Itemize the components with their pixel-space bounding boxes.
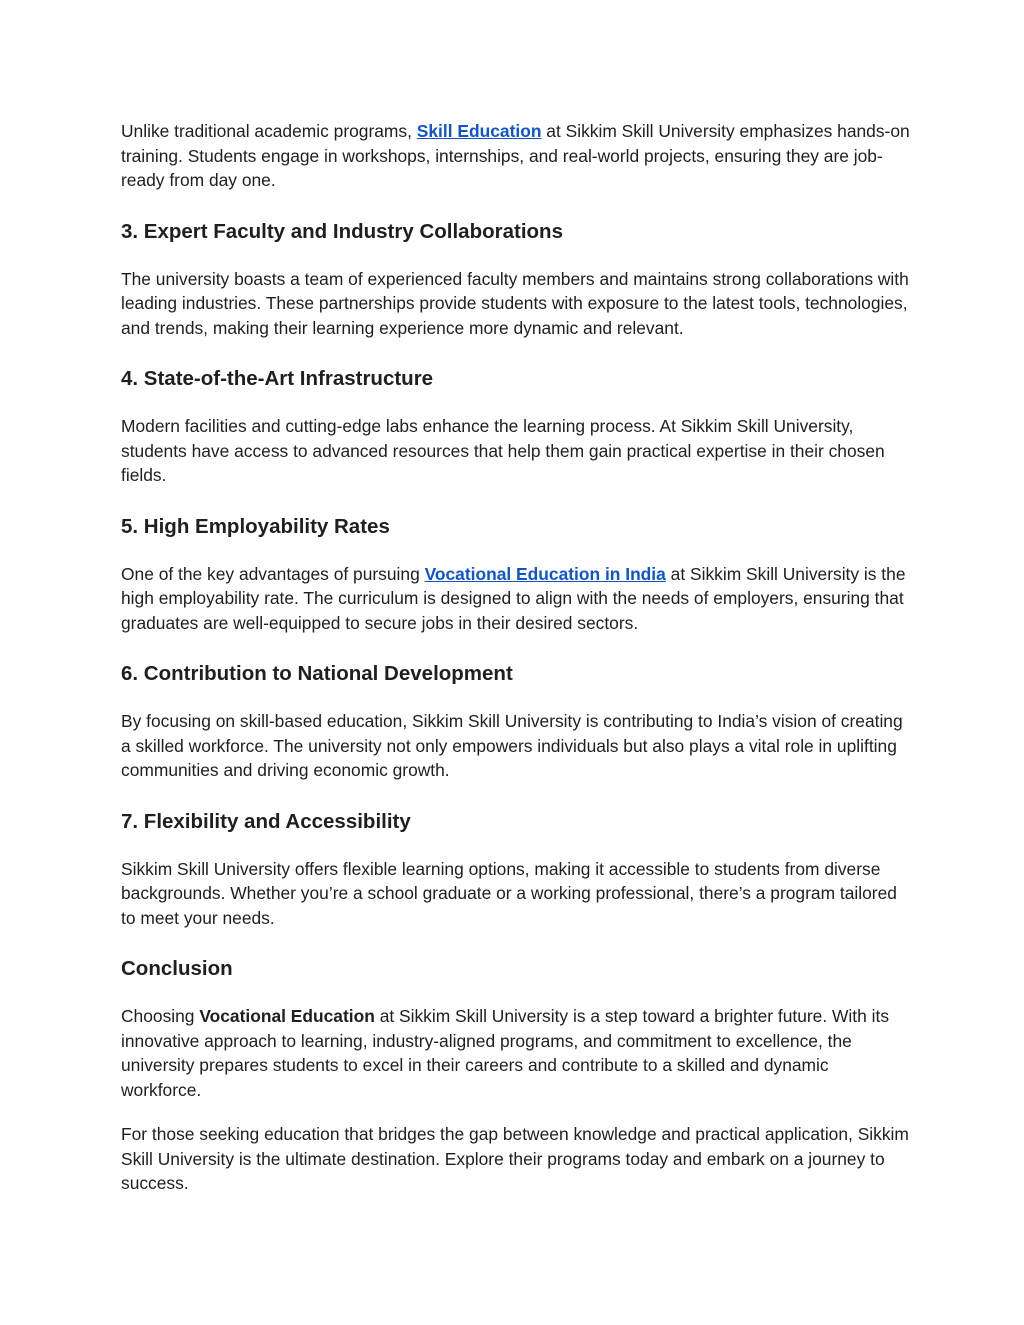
- conclusion-bold-term: Vocational Education: [199, 1006, 375, 1026]
- skill-education-link[interactable]: Skill Education: [416, 121, 542, 141]
- document-page: [121, 119, 911, 1196]
- section-3-body: The university boasts a team of experienced faculty members and maintains strong collaborations with leading industries. These partnerships provide students with exposure to the latest tools, technologies, and trends, making their learning experience more dynamic and relevant.: [121, 268, 909, 338]
- conclusion-heading: Conclusion: [121, 957, 233, 980]
- conclusion-text-after: at Sikkim Skill University is a step toward a brighter future. With its innovative approach to learning, industry-aligned programs, and commitment to excellence, the university prepares students to excel in their careers and contribute to a skilled and dynamic workforce.: [121, 1006, 890, 1100]
- section-7-heading: 7. Flexibility and Accessibility: [121, 809, 411, 833]
- conclusion-text-before: Choosing: [121, 1006, 200, 1026]
- section-6-body: By focusing on skill-based education, Sikkim Skill University is contributing to India’s vision of creating a skilled workforce. The university not only empowers individuals but also plays a vital role in uplifting communities and driving economic growth.: [121, 711, 903, 780]
- intro-text-before: Unlike traditional academic programs,: [121, 121, 417, 141]
- section-5-text-after: at Sikkim Skill University is the high employability rate. The curriculum is designed to align with the needs of employers, ensuring that graduates are well-equipped to secure jobs in their desired sectors.: [121, 563, 906, 633]
- conclusion-paragraph-2: For those seeking education that bridges the gap between knowledge and practical application, Sikkim Skill University is the ultimate destination. Explore their programs today and embark on a journey to success.: [121, 1124, 909, 1193]
- section-4-heading: 4. State-of-the-Art Infrastructure: [121, 367, 434, 390]
- section-4-body: Modern facilities and cutting-edge labs enhance the learning process. At Sikkim Skill University, students have access to advanced resources that help them gain practical expertise in their chosen fields.: [121, 416, 885, 485]
- intro-paragraph: [121, 119, 911, 193]
- section-5-heading: 5. High Employability Rates: [121, 514, 390, 538]
- vocational-education-link[interactable]: Vocational Education in India: [424, 563, 666, 584]
- section-5-text-before: One of the key advantages of pursuing: [121, 563, 425, 584]
- section-3-heading: 3. Expert Faculty and Industry Collaborations: [121, 219, 563, 243]
- section-6-heading: 6. Contribution to National Development: [121, 662, 513, 685]
- section-7-body: Sikkim Skill University offers flexible learning options, making it accessible to students from diverse backgrounds. Whether you’re a school graduate or a working professional, there’s a program tailored to meet your needs.: [121, 858, 897, 928]
- section-5-body: [121, 562, 911, 636]
- conclusion-paragraph-1: [121, 1004, 911, 1102]
- intro-text-after: at Sikkim Skill University emphasizes hands-on training. Students engage in workshops, internships, and real-world projects, ensuring they are job-ready from day one.: [121, 121, 910, 190]
